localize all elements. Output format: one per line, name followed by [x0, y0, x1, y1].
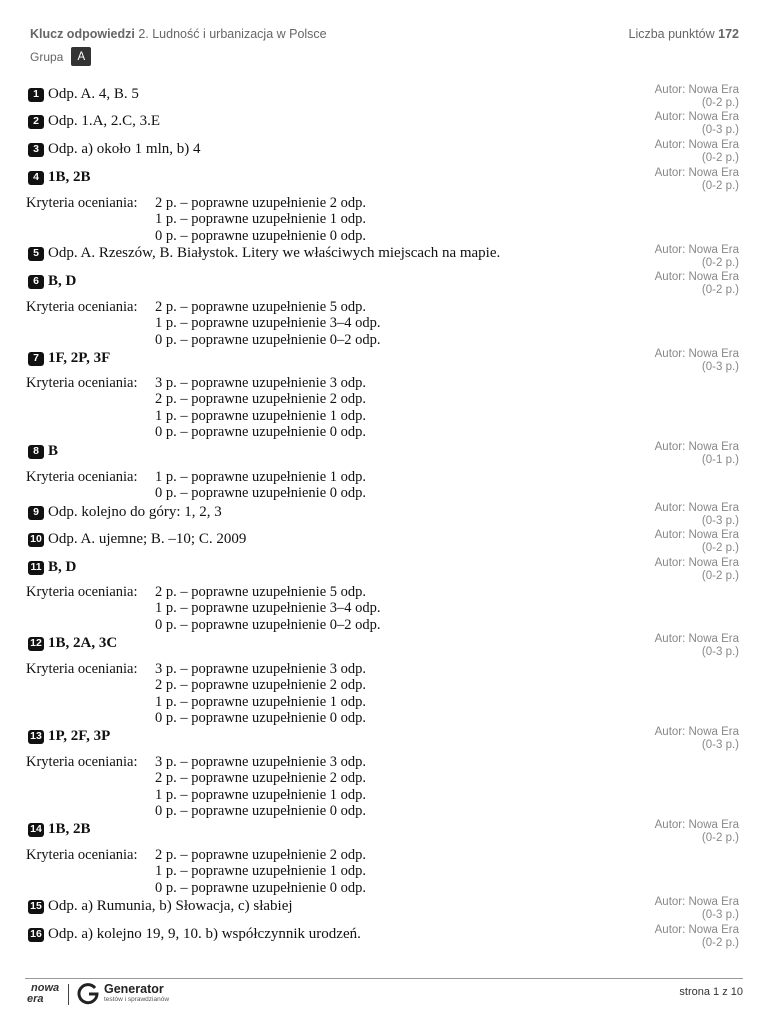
- header-title-rest: 2. Ludność i urbanizacja w Polsce: [134, 27, 327, 41]
- criteria-line: 2 p. – poprawne uzupełnienie 5 odp.: [155, 299, 367, 315]
- author-info: [599, 557, 739, 583]
- author-label: Autor: Nowa Era: [654, 726, 739, 738]
- criteria-label: Kryteria oceniania:: [26, 195, 138, 211]
- question-number-badge: 1: [28, 88, 44, 102]
- header-title: [30, 27, 327, 41]
- author-info: [599, 167, 739, 193]
- question-number-badge: 8: [28, 445, 44, 459]
- question-5: [28, 245, 500, 262]
- question-10: [28, 531, 246, 548]
- question-number-badge: 2: [28, 115, 44, 129]
- question-number-badge: 7: [28, 352, 44, 366]
- criteria-line: 1 p. – poprawne uzupełnienie 3–4 odp.: [155, 315, 381, 332]
- points-range: (0-2 p.): [701, 832, 739, 844]
- points-range: (0-2 p.): [701, 284, 739, 296]
- points-total: [629, 27, 740, 41]
- answer-text: 1P, 2F, 3P: [48, 728, 111, 744]
- criteria-line: 1 p. – poprawne uzupełnienie 3–4 odp.: [155, 600, 381, 617]
- criteria-line: 0 p. – poprawne uzupełnienie 0 odp.: [155, 803, 367, 820]
- author-info: [599, 84, 739, 110]
- answer-text: 1B, 2B: [48, 169, 91, 185]
- points-range: (0-2 p.): [701, 570, 739, 582]
- question-4: [28, 169, 91, 186]
- question-2: [28, 113, 160, 130]
- author-label: Autor: Nowa Era: [654, 111, 739, 123]
- question-number-badge: 4: [28, 171, 44, 185]
- header-title-bold: Klucz odpowiedzi: [30, 27, 135, 41]
- question-16: [28, 926, 361, 943]
- question-12: [28, 635, 117, 652]
- author-info: [599, 896, 739, 922]
- group-label: Grupa: [30, 49, 64, 64]
- answer-text: Odp. A. Rzeszów, B. Białystok. Litery we właściwych miejscach na mapie.: [48, 245, 501, 261]
- question-number-badge: 5: [28, 247, 44, 261]
- points-range: (0-3 p.): [701, 361, 739, 373]
- points-range: (0-1 p.): [701, 454, 739, 466]
- logo-text-era: era: [27, 993, 44, 1005]
- author-label: Autor: Nowa Era: [654, 896, 739, 908]
- criteria-line: 1 p. – poprawne uzupełnienie 1 odp.: [155, 211, 367, 228]
- author-info: [599, 924, 739, 950]
- question-11: [28, 559, 76, 576]
- author-label: Autor: Nowa Era: [654, 244, 739, 256]
- author-info: [599, 819, 739, 845]
- points-range: (0-3 p.): [701, 909, 739, 921]
- criteria-line: 1 p. – poprawne uzupełnienie 1 odp.: [155, 469, 367, 485]
- author-info: [599, 726, 739, 752]
- author-info: [599, 633, 739, 659]
- question-number-badge: 11: [28, 561, 44, 575]
- group-indicator: [30, 47, 91, 66]
- points-range: (0-2 p.): [701, 97, 739, 109]
- criteria-label: Kryteria oceniania:: [26, 469, 138, 485]
- criteria-line: 2 p. – poprawne uzupełnienie 2 odp.: [155, 677, 367, 694]
- criteria-line: 2 p. – poprawne uzupełnienie 2 odp.: [155, 847, 367, 863]
- author-label: Autor: Nowa Era: [654, 139, 739, 151]
- criteria-label: Kryteria oceniania:: [26, 584, 138, 600]
- author-info: [599, 441, 739, 467]
- answer-text: Odp. a) kolejno 19, 9, 10. b) współczynnik urodzeń.: [48, 926, 361, 942]
- criteria-line: 0 p. – poprawne uzupełnienie 0 odp.: [155, 710, 367, 727]
- author-label: Autor: Nowa Era: [654, 924, 739, 936]
- points-value: 172: [718, 27, 739, 41]
- points-range: (0-2 p.): [701, 180, 739, 192]
- points-range: (0-3 p.): [701, 124, 739, 136]
- answer-text: Odp. A. ujemne; B. –10; C. 2009: [48, 531, 247, 547]
- author-info: [599, 529, 739, 555]
- criteria-line: 0 p. – poprawne uzupełnienie 0–2 odp.: [155, 331, 381, 348]
- author-label: Autor: Nowa Era: [654, 348, 739, 360]
- criteria-line: 0 p. – poprawne uzupełnienie 0 odp.: [155, 485, 367, 502]
- generator-title: Generator: [104, 982, 164, 996]
- answer-text: Odp. kolejno do góry: 1, 2, 3: [48, 504, 222, 520]
- answer-text: 1B, 2B: [48, 821, 91, 837]
- author-label: Autor: Nowa Era: [654, 84, 739, 96]
- answer-text: Odp. 1.A, 2.C, 3.E: [48, 113, 161, 129]
- criteria-line: 1 p. – poprawne uzupełnienie 1 odp.: [155, 693, 367, 710]
- points-range: (0-3 p.): [701, 646, 739, 658]
- answer-text: Odp. A. 4, B. 5: [48, 86, 139, 102]
- question-number-badge: 12: [28, 637, 44, 651]
- author-label: Autor: Nowa Era: [654, 529, 739, 541]
- generator-subtitle: testów i sprawdzianów: [104, 996, 170, 1003]
- logo-text-nowa: nowa: [31, 982, 60, 994]
- author-label: Autor: Nowa Era: [654, 167, 739, 179]
- footer-divider: [25, 978, 743, 979]
- question-3: [28, 141, 200, 158]
- criteria-label: Kryteria oceniania:: [26, 847, 138, 863]
- points-range: (0-2 p.): [701, 937, 739, 949]
- points-range: (0-2 p.): [701, 542, 739, 554]
- points-range: (0-2 p.): [701, 257, 739, 269]
- question-15: [28, 898, 293, 915]
- points-range: (0-2 p.): [701, 152, 739, 164]
- answer-text: 1F, 2P, 3F: [48, 350, 111, 366]
- answer-text: Odp. a) około 1 mln, b) 4: [48, 141, 201, 157]
- criteria-line: 0 p. – poprawne uzupełnienie 0 odp.: [155, 424, 367, 441]
- page-number: strona 1 z 10: [679, 986, 743, 998]
- criteria-line: 0 p. – poprawne uzupełnienie 0–2 odp.: [155, 616, 381, 633]
- question-number-badge: 14: [28, 823, 44, 837]
- criteria-label: Kryteria oceniania:: [26, 299, 138, 315]
- criteria-label: Kryteria oceniania:: [26, 375, 138, 391]
- author-info: [599, 348, 739, 374]
- answer-text: B, D: [48, 273, 77, 289]
- criteria-label: Kryteria oceniania:: [26, 661, 138, 677]
- question-number-badge: 16: [28, 928, 44, 942]
- criteria-line: 2 p. – poprawne uzupełnienie 5 odp.: [155, 584, 367, 600]
- question-number-badge: 6: [28, 275, 44, 289]
- question-13: [28, 728, 110, 745]
- answer-text: B: [48, 443, 59, 459]
- question-number-badge: 15: [28, 900, 44, 914]
- criteria-line: 3 p. – poprawne uzupełnienie 3 odp.: [155, 661, 367, 677]
- question-number-badge: 9: [28, 506, 44, 520]
- author-info: [599, 271, 739, 297]
- criteria-line: 1 p. – poprawne uzupełnienie 1 odp.: [155, 407, 367, 424]
- author-label: Autor: Nowa Era: [654, 633, 739, 645]
- question-1: [28, 86, 139, 103]
- criteria-line: 2 p. – poprawne uzupełnienie 2 odp.: [155, 391, 367, 408]
- author-info: [599, 244, 739, 270]
- logo-divider: [68, 984, 69, 1005]
- criteria-line: 0 p. – poprawne uzupełnienie 0 odp.: [155, 227, 367, 244]
- author-label: Autor: Nowa Era: [654, 502, 739, 514]
- points-range: (0-3 p.): [701, 515, 739, 527]
- answer-text: 1B, 2A, 3C: [48, 635, 118, 651]
- group-badge: A: [71, 47, 91, 66]
- author-info: [599, 139, 739, 165]
- criteria-line: 1 p. – poprawne uzupełnienie 1 odp.: [155, 786, 367, 803]
- question-7: [28, 350, 110, 367]
- question-14: [28, 821, 91, 838]
- criteria-line: 2 p. – poprawne uzupełnienie 2 odp.: [155, 770, 367, 787]
- author-label: Autor: Nowa Era: [654, 557, 739, 569]
- author-label: Autor: Nowa Era: [654, 441, 739, 453]
- generator-g-icon: [76, 982, 100, 1006]
- criteria-line: 2 p. – poprawne uzupełnienie 2 odp.: [155, 195, 367, 211]
- author-label: Autor: Nowa Era: [654, 819, 739, 831]
- answer-text: Odp. a) Rumunia, b) Słowacja, c) słabiej: [48, 898, 293, 914]
- answer-text: B, D: [48, 559, 77, 575]
- points-range: (0-3 p.): [701, 739, 739, 751]
- points-label: Liczba punktów: [628, 27, 719, 41]
- question-number-badge: 10: [28, 533, 44, 547]
- criteria-line: 3 p. – poprawne uzupełnienie 3 odp.: [155, 754, 367, 770]
- question-8: [28, 443, 58, 460]
- question-number-badge: 3: [28, 143, 44, 157]
- question-number-badge: 13: [28, 730, 44, 744]
- criteria-line: 1 p. – poprawne uzupełnienie 1 odp.: [155, 863, 367, 880]
- question-6: [28, 273, 76, 290]
- criteria-line: 3 p. – poprawne uzupełnienie 3 odp.: [155, 375, 367, 391]
- nowa-era-logo: [25, 983, 61, 1007]
- author-info: [599, 111, 739, 137]
- author-info: [599, 502, 739, 528]
- criteria-line: 0 p. – poprawne uzupełnienie 0 odp.: [155, 879, 367, 896]
- question-9: [28, 504, 222, 521]
- author-label: Autor: Nowa Era: [654, 271, 739, 283]
- criteria-label: Kryteria oceniania:: [26, 754, 138, 770]
